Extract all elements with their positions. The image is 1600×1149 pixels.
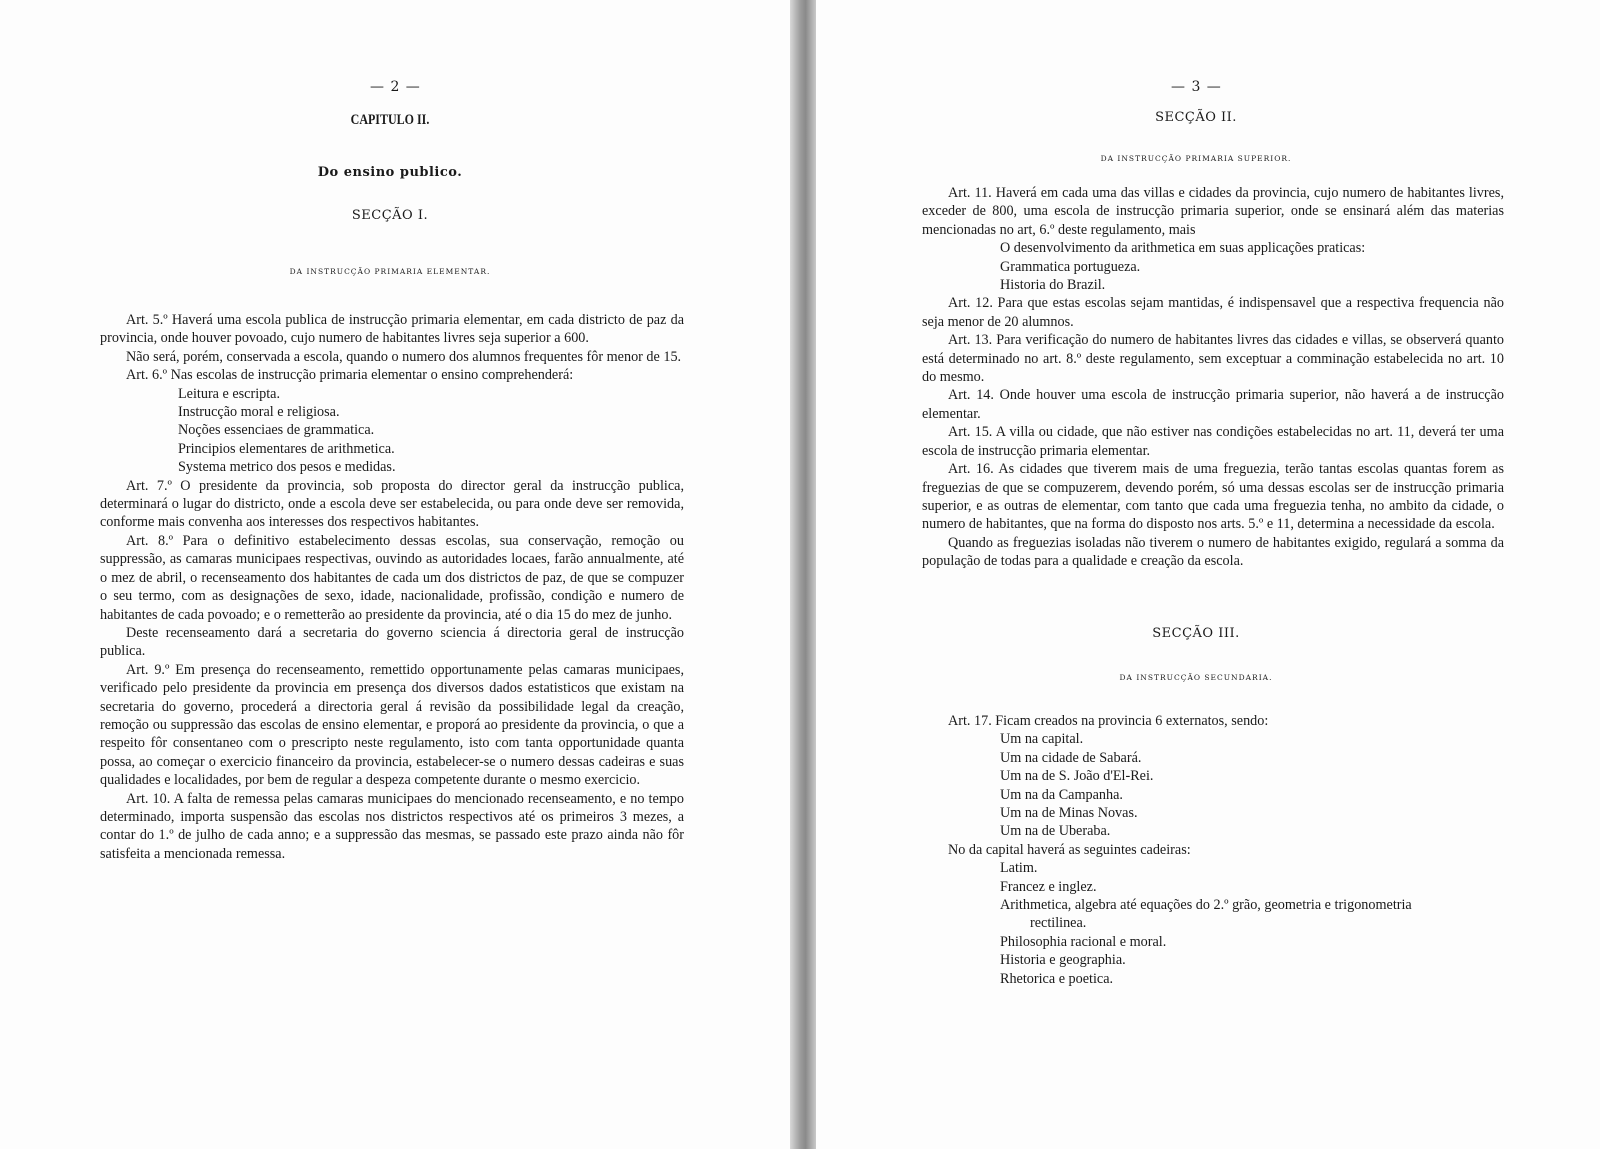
article-7: Art. 7.º O presidente da provincia, sob proposta do director geral da instrucção publica, determinará o lugar do districto, onde a escola deve ser estabelecida, ou para onde deve ser removida, conforme mais convenha aos interesses dos respectivos habitantes.: [100, 477, 684, 531]
list-item: Um na de S. João d'El-Rei.: [1000, 768, 1154, 785]
article-9: Art. 9.º Em presença do recenseamento, remettido opportunamente pelas camaras municipaes, verificado pelo presidente da provincia em presença dos diversos dados estatisticos que existam na secretaria do governo, procederá a directoria geral á revisão da possibilidade legal da creação, remoção ou suppressão das escolas de ensino elementar, e proporá ao presidente da provincia, o que a respeito fôr consentaneo com o prescripto neste regulamento, isto com tanta opportunidade quanta possa, ao começar o exercicio financeiro da provincia, estabelecer-se o numero dessas cadeiras e suas qualidades e localidades, por bem de regular a despeza competente durante o mesmo exercicio.: [100, 661, 684, 789]
section-title: SECÇÃO I.: [351, 208, 429, 223]
capital-list: [922, 859, 1504, 988]
article-16: Art. 16. As cidades que tiverem mais de uma freguezia, terão tantas escolas quantas forem as freguezias de que se compuzerem, devendo porém, só uma dessas escolas ser de instrucção primaria superior, e as outras de elementar, com tanto que cada uma freguezia tenha, no ambito da cidade, o numero de habitantes, que na forma do disposto nos arts. 5.º e 11, determina a necessidade da escola.: [922, 461, 1504, 533]
section-subtitle: DA INSTRUCÇÃO PRIMARIA SUPERIOR.: [1100, 154, 1292, 163]
article-16-paragraph: Quando as freguezias isoladas não tiverem o numero de habitantes exigido, regulará a somma da população de todas para a qualidade e creação da escola.: [922, 534, 1504, 570]
article-6: Art. 6.º Nas escolas de instrucção primaria elementar o ensino comprehenderá:: [126, 367, 574, 384]
list-item: Grammatica portugueza.: [1000, 258, 1141, 275]
page-number: — 3 —: [1171, 79, 1222, 95]
article-11: Art. 11. Haverá em cada uma das villas e cidades da provincia, cujo numero de habitantes livres, exceder de 800, uma escola de instrucção primaria superior, onde se ensinará além das materias mencionadas no art, 6.º deste regulamento, mais: [922, 185, 1504, 238]
list-item: Um na cidade de Sabará.: [1000, 749, 1142, 766]
list-item: O desenvolvimento da arithmetica em suas applicações praticas:: [1000, 240, 1366, 257]
list-item: Um na de Minas Novas.: [1000, 805, 1138, 822]
article-17-list: [922, 730, 1504, 840]
list-item: rectilinea.: [1030, 915, 1087, 932]
section-3-subtitle: DA INSTRUCÇÃO SECUNDARIA.: [1119, 673, 1273, 682]
list-item: Leitura e escripta.: [178, 385, 281, 402]
article-13: Art. 13. Para verificação do numero de habitantes livres das cidades e villas, se observerá quanto está determinado no art. 8.º deste regulamento, sem exceptuar a comminação estabelecida no art. 10 do mesmo.: [922, 332, 1504, 386]
list-item: Principios elementares de arithmetica.: [178, 440, 395, 457]
article-15: Art. 15. A villa ou cidade, que não estiver nas condições estabelecidas no art. 11, deverá ter uma escola de instrucção primaria elementar.: [922, 424, 1504, 459]
right-body-text: [922, 184, 1504, 571]
book-gutter: [790, 0, 816, 1149]
article-14: Art. 14. Onde houver uma escola de instrucção primaria superior, não haverá a de instrucção elementar.: [922, 387, 1504, 422]
list-item: Um na da Campanha.: [1000, 786, 1123, 803]
left-body-text: [100, 311, 684, 863]
list-item: Francez e inglez.: [1000, 878, 1097, 895]
article-6-list: [100, 385, 684, 477]
section-title: SECÇÃO II.: [1155, 110, 1237, 125]
chapter-subtitle: Do ensino publico.: [317, 165, 463, 180]
list-item: Noções essenciaes de grammatica.: [178, 422, 375, 439]
list-item: Instrucção moral e religiosa.: [178, 404, 340, 421]
right-page: [816, 0, 1600, 1149]
list-item: Historia e geographia.: [1000, 952, 1126, 969]
article-12: Art. 12. Para que estas escolas sejam mantidas, é indispensavel que a respectiva frequencia não seja menor de 20 alumnos.: [922, 295, 1504, 330]
page-number: — 2 —: [370, 79, 421, 95]
list-item: Um na de Uberaba.: [1000, 823, 1111, 840]
article-5-paragraph: Não será, porém, conservada a escola, quando o numero dos alumnos frequentes fôr menor de 15.: [126, 348, 682, 365]
list-item: Historia do Brazil.: [1000, 277, 1106, 294]
article-11-list: [922, 239, 1504, 294]
article-5: Art. 5.º Haverá uma escola publica de instrucção primaria elementar, em cada districto de paz da provincia, onde houver povoado, cujo numero de habitantes livres seja superior a 600.: [100, 312, 684, 347]
list-item: Latim.: [1000, 860, 1038, 877]
list-item: Arithmetica, algebra até equações do 2.º grão, geometria e trigonometria: [1000, 897, 1412, 914]
chapter-title: CAPITULO II.: [350, 112, 430, 128]
list-item: Philosophia racional e moral.: [1000, 933, 1167, 950]
article-17: Art. 17. Ficam creados na provincia 6 externatos, sendo:: [948, 713, 1269, 729]
article-8-paragraph: Deste recenseamento dará a secretaria do governo sciencia á directoria geral de instrucção publica.: [100, 624, 684, 660]
list-item: Um na capital.: [1000, 731, 1084, 748]
section-subtitle: DA INSTRUCÇÃO PRIMARIA ELEMENTAR.: [289, 267, 491, 276]
list-item: Rhetorica e poetica.: [1000, 970, 1114, 987]
list-item: Systema metrico dos pesos e medidas.: [178, 459, 396, 476]
right-body-text-2: [922, 712, 1504, 988]
section-3-title: SECÇÃO III.: [1152, 626, 1240, 641]
left-page: [0, 0, 790, 1149]
capital-intro: No da capital haverá as seguintes cadeiras:: [948, 841, 1191, 858]
article-10: Art. 10. A falta de remessa pelas camaras municipaes do mencionado recenseamento, e no tempo determinado, importa suspensão das escolas nos districtos respectivos até os primeiros 3 mezes, a contar do 1.º de julho de cada anno; e a suppressão das mesmas, se passado este prazo ainda não fôr satisfeita a mencionada remessa.: [100, 790, 684, 862]
article-8: Art. 8.º Para o definitivo estabelecimento dessas escolas, sua conservação, remoção ou suppressão, as camaras municipaes respectivas, ouvindo as autoridades locaes, farão annualmente, até o mez de abril, o recenseamento dos habitantes de cada um dos districtos de paz, de que se compuzer o seu termo, com as designações de sexo, idade, nacionalidade, profissão, condição e numero de habitantes de cada povoado; e o remetterão ao presidente da provincia, até o dia 15 do mez de junho.: [100, 532, 684, 623]
